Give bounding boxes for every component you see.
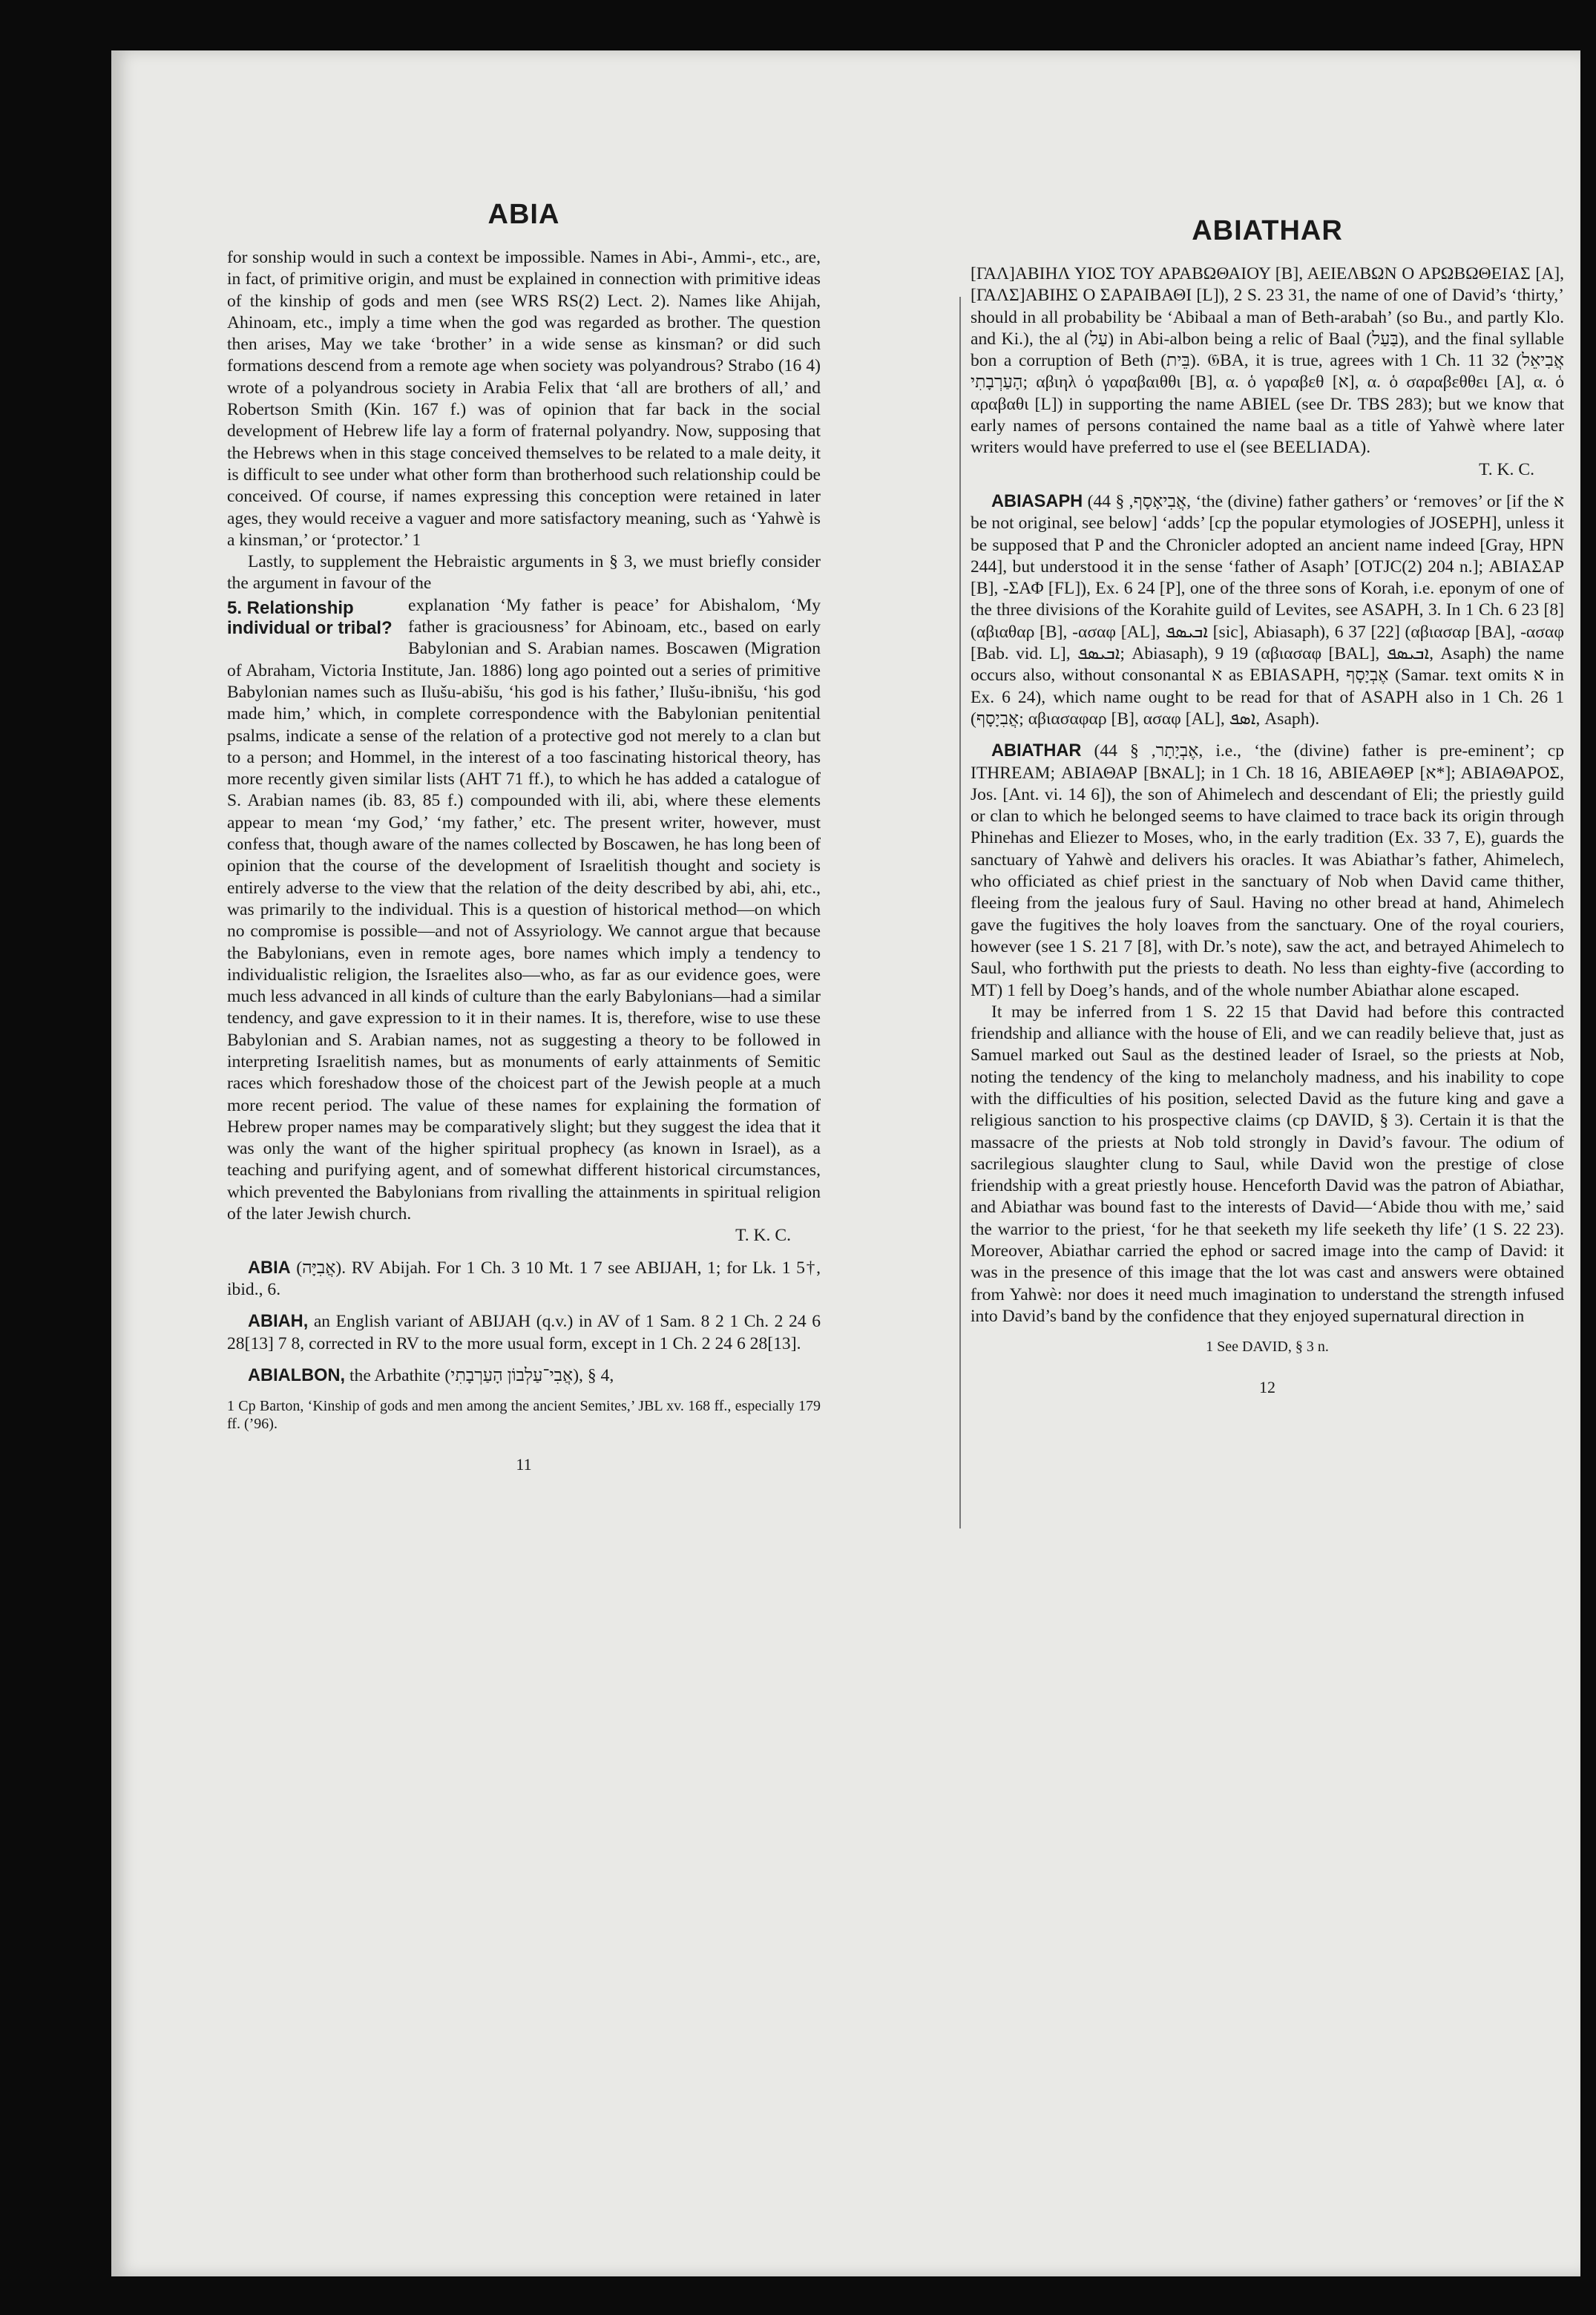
left-paragraph-3-text: explanation ‘My father is peace’ for Abishalom, ‘My father is graciousness’ for Abinoam, etc., based on early Babylonian and S. Arabian names. Boscawen (Migration of Abraham, Victoria Institute, Jan. 1886) long ago pointed out a series of primitive Babylonian names such as Ilušu-abišu, ‘his god is his father,’ Ilušu-ibnišu, ‘his god made him,’ which, in complete correspondence with the Babylonian penitential psalms, indicate a sense of the relation of a protective god not merely to a clan but to a person; and Hommel, in the interest of a too fascinating historical theory, has more recently given similar lists (AHT 71 ff.), to which he has added a catalogue of S. Arabian names (ib. 83, 85 f.) compounded with ili, abi, where these elements appear to mean ‘my God,’ ‘my father,’ etc. The present writer, however, must confess that, though aware of the names collected by Boscawen, he has long been of opinion that the course of the development of Israelitish thought and society is entirely adverse to the view that the relation of the deity described by abi, ahi, etc., was primarily to the individual. This is a question of historical method—on which no compromise is possible—and not of Assyriology. We cannot argue that because the Babylonians, even in remote ages, bore names which imply a tendency to individualistic religion, the Israelites also—who, as far as our evidence goes, were much less advanced in all kinds of culture than the early Babylonians—had a similar tendency, and gave expression to it in their names. It is, therefore, wise to use these Babylonian and S. Arabian names, not as suggesting a theory to be followed in interpreting Israelitish names, but as monuments of early attainments of Semitic races which foreshadow those of the choicest part of the Jewish people at a much more recent period. The value of these names for explaining the formation of Hebrew proper names may be comparatively slight; but they suggest the idea that it was only the want of the higher spiritual prophecy (as known in Israel), as a teaching and purifying agent, and of somewhat different historical circumstances, which prevented the Babylonians from rivalling the attainments in spiritual religion of the later Jewish church. — [227, 595, 821, 1224]
entry-abiathar-headword: ABIATHAR — [991, 741, 1082, 761]
entry-abiathar-body: (אֶבְיָתָר, § 44, i.e., ‘the (divine) father is pre-eminent’; cp ITHREAM; ΑΒΙΑΘΑΡ [BאAL]; in 1 Ch. 18 16, ΑΒΙΕΑΘΕΡ [א*]; ΑΒΙΑΘΑΡΟΣ, Jos. [Ant. vi. 14 6]), the son of Ahimelech and descendant of Eli; the priestly guild or clan to which he belonged seems to have claimed to trace back its origin through Phinehas and Eliezer to Moses, who, in the early tradition (Ex. 33 7, E), guards the sanctuary of Yahwè and delivers his oracles. It was Abiathar’s father, Ahimelech, who officiated as chief priest in the sanctuary of Nob when David came thither, fleeing from the jealous fury of Saul. Having no other bread at hand, Ahimelech gave the fugitives the holy loaves from the sanctuary. One of the royal couriers, however (see 1 S. 21 7 [8], with Dr.’s note), saw the act, and betrayed Ahimelech to Saul, who forthwith put the priests to death. No less than eighty-five (according to MT) 1 fell by Doeg’s hands, and of the whole number Abiathar alone escaped. — [971, 741, 1564, 1000]
entry-abialbon-body: the Arbathite (אֲבִי־עַלְבוֹן הָעַרְבָתִי), § 4, — [349, 1365, 614, 1385]
running-head-left: ABIA — [487, 199, 560, 230]
entry-abia-headword: ABIA — [248, 1258, 291, 1278]
author-initials: T. K. C. — [735, 1226, 791, 1246]
entry-abiasaph — [971, 491, 1564, 730]
right-paragraph-1 — [971, 263, 1564, 481]
running-head-right: ABIATHAR — [1192, 215, 1343, 246]
right-paragraph-1-text: [ΓΑΛ]ΑΒΙΗΛ ΥΙΟΣ ΤΟΥ ΑΡΑΒΩΘΑΙΟΥ [B], ΑΕΙΕΛΒΩΝ Ο ΑΡΩΒΩΘΕΙΑΣ [A], [ΓΑΛΣ]ΑΒΙΗΣ Ο ΣΑΡΑΙΒΑΘΙ [L]), 2 S. 23 31, the name of one of David’s ‘thirty,’ should in all probability be ‘Abibaal a man of Beth-arabah’ (so Bu., and partly Klo. and Ki.), the al (עַל) in Abi-albon being a relic of Baal (בַּעַל), and the final syllable bon a corruption of Beth (בֵּית). 𝔊BA, it is true, agrees with 1 Ch. 11 32 (אֲבִיאֵל הָעַרְבָתִי; αβιηλ ὁ γαραβαιθθι [B], α. ὁ γαραβεθ [א], α. ὁ σαραβεθθει [A], α. ὁ αραβαθι [L]) in supporting the name ABIEL (see Dr. TBS 283); but we know that early names of persons contained the name baal as a title of Yahwè where later writers would have preferred to use el (see BEELIADA). — [971, 264, 1565, 458]
footnote-left: 1 Cp Barton, ‘Kinship of gods and men among the ancient Semites,’ JBL xv. 168 ff., especially 179 ff. (’96). — [227, 1398, 821, 1433]
entry-abiah — [227, 1311, 821, 1355]
column-divider — [959, 297, 961, 1528]
left-paragraph-1: for sonship would in such a context be impossible. Names in Abi-, Ammi-, etc., are, in fact, of primitive origin, and must be explained in connection with primitive ideas of the kinship of gods and men (see WRS RS(2) Lect. 2). Names like Ahijah, Ahinoam, etc., imply a time when the god was regarded as brother. The question then arises, May we take ‘brother’ in a wide sense as kinsman? or did such formations descend from a remote age when society was polyandrous? Strabo (16 4) wrote of a polyandrous society in Arabia Felix that ‘all are brothers of all,’ and Robertson Smith (Kin. 167 f.) was of opinion that far back in the social development of Hebrew life lay a form of fraternal polyandry. Now, supposing that the Hebrews when in this stage conceived themselves to be related to a male deity, it is difficult to see under what other form than brotherhood such relationship could be conceived. Of course, if names expressing this conception were retained in later ages, they would receive a vaguer and more satisfactory meaning, such as ‘Yahwè is a kinsman,’ or ‘protector.’ 1 — [227, 248, 821, 550]
section-5-block — [227, 595, 821, 1247]
entry-abia-body: (אֲבִיָּה). RV Abijah. For 1 Ch. 3 10 Mt. 1 7 see ABIJAH, 1; for Lk. 1 5†, ibid., 6. — [227, 1258, 821, 1299]
left-paragraph-3 — [227, 595, 821, 1247]
page-number-left: 11 — [516, 1455, 532, 1474]
right-paragraph-last: It may be inferred from 1 S. 22 15 that David had before this contracted friendship and alliance with the house of Eli, and we can readily believe that, just as Samuel marked out Saul as the destined leader of Israel, so the priests at Nob, noting the tendency of the king to melancholy madness, and his inability to cope with the difficulties of his position, selected David as the future king and gave a religious sanction to his prospective claims (cp DAVID, § 3). Certain it is that the massacre of the priests at Nob told strongly in David’s favour. The odium of sacrilegious slaughter clung to Saul, while David won the prestige of close friendship with a great priestly house. Henceforth David was the patron of Abiathar, and Abiathar was bound fast to the interests of David—‘Abide thou with me,’ said the warrior to the priest, ‘for he that seeketh my life seeketh thy life’ (1 S. 22 23). Moreover, Abiathar carried the ephod or sacred image into the camp of David: it was in the presence of this image that the lot was cast and answers were obtained from Yahwè: nor does it need much imagination to understand the strength infused into David’s band by the confidence that they enjoyed supernatural direction in — [971, 1002, 1564, 1326]
entry-abiathar — [971, 741, 1564, 1002]
entry-abiasaph-headword: ABIASAPH — [991, 491, 1083, 511]
right-column — [971, 156, 1564, 1397]
entry-abialbon — [227, 1365, 821, 1387]
entry-abiah-body: an English variant of ABIJAH (q.v.) in AV of 1 Sam. 8 2 1 Ch. 2 24 6 28[13] 7 8, corrected in RV to the more usual form, except in 1 Ch. 2 24 6 28[13]. — [227, 1312, 821, 1353]
page-number-right: 12 — [1259, 1378, 1275, 1397]
author-initials-right: T. K. C. — [1479, 459, 1534, 479]
section-heading-relationship: 5. Relationship individual or tribal? — [227, 597, 393, 638]
entry-abiah-headword: ABIAH, — [248, 1312, 309, 1332]
left-paragraph-2: Lastly, to supplement the Hebraistic arguments in § 3, we must briefly consider the argument in favour of the — [227, 552, 821, 594]
footnote-right: 1 See DAVID, § 3 n. — [1206, 1339, 1329, 1356]
entry-abia — [227, 1258, 821, 1301]
left-column — [227, 156, 821, 1474]
entry-abiasaph-body: (אֲבִיאָסָף, § 44, ‘the (divine) father gathers’ or ‘removes’ or [if the א be not original, see below] ‘adds’ [cp the popular etymologies of JOSEPH], unless it be supposed that P and the Chronicler adopted an ancient name indeed [Gray, HPN 244], but understood it in the sense ‘father of Asaph’ [OTJC(2) 204 n.]; ΑΒΙΑΣΑΡ [B], -ΣΑΦ [FL]), Ex. 6 24 [P], one of the three sons of Korah, i.e. eponym of one of the three divisions of the Korahite guild of Levites, see ASAPH, 3. In 1 Ch. 6 23 [8] (αβιαθαρ [B], -ασαφ [AL], ܐܒܝܣܦ [sic], Abiasaph), 6 37 [22] (αβιασαρ [BA], -ασαφ [Bab. vid. L], ܐܒܝܣܦ; Abiasaph), 9 19 (αβιασαφ [BAL], ܐܒܝܣܦ, Asaph) the name occurs also, without consonantal א as EBIASAPH, אֶבְיָסָף (Samar. text omits א in Ex. 6 24), which name ought to be read for that of ASAPH also in 1 Ch. 26 1 (אֲבִיָסָף; αβιασαφαρ [B], ασαφ [AL], ܐܣܦ, Asaph). — [971, 491, 1564, 729]
entry-abialbon-headword: ABIALBON, — [248, 1365, 346, 1385]
